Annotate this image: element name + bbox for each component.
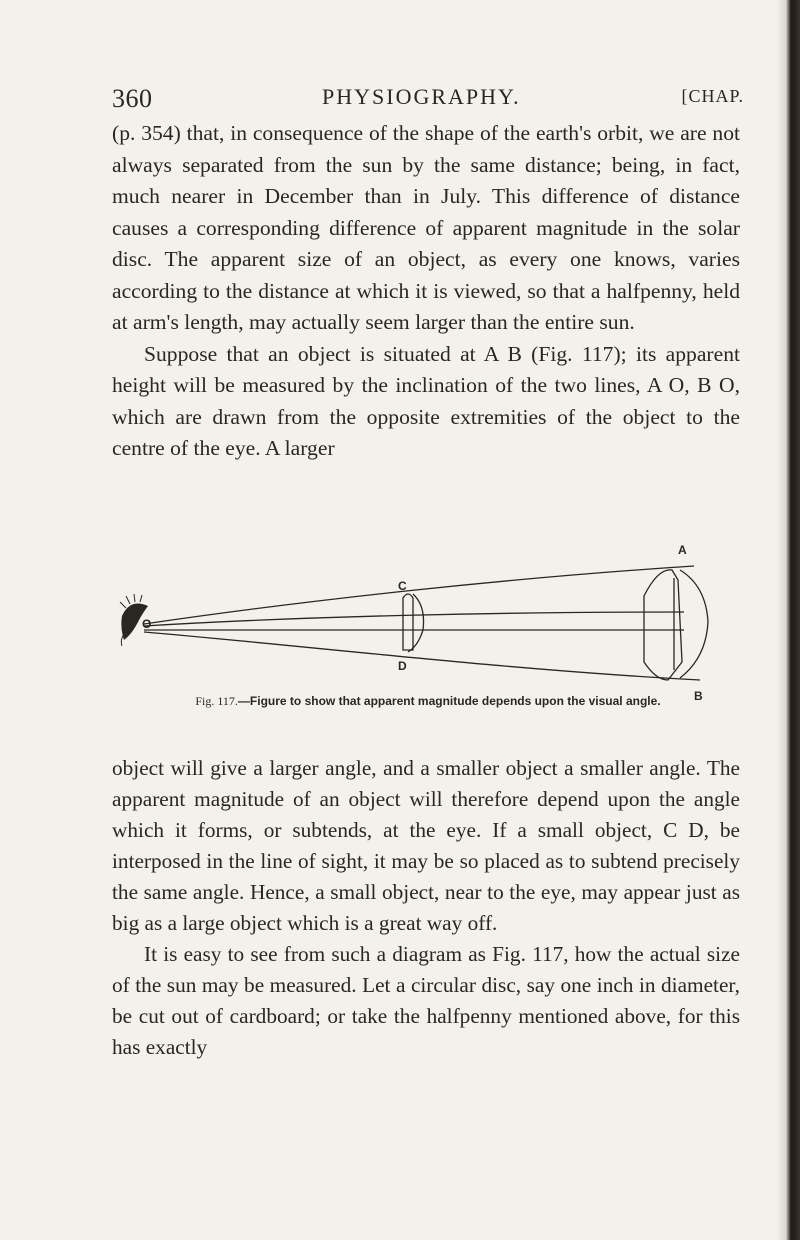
label-c: C	[398, 579, 407, 593]
book-edge	[786, 0, 800, 1240]
figure-117	[108, 522, 748, 722]
caption-number: Fig. 117.	[195, 694, 238, 708]
caption-text: —Figure to show that apparent magnitude depends upon the visual angle.	[237, 694, 661, 708]
page-number: 360	[112, 84, 153, 113]
chapter-marker: [CHAP.	[681, 86, 744, 106]
label-o: O	[142, 617, 152, 631]
label-b: B	[694, 689, 703, 703]
figure-caption	[108, 694, 748, 709]
line-b-o	[144, 632, 700, 680]
running-title: PHYSIOGRAPHY.	[322, 84, 521, 109]
object-a-b	[644, 570, 682, 680]
text-block-bottom	[112, 753, 740, 1063]
paragraph: It is easy to see from such a diagram as Fig. 117, how the actual size of the sun may be measured. Let a circular disc, say one inch in diameter, be cut out of cardboard; or take the halfpenny mentioned above, for this has exactly	[112, 942, 740, 1059]
label-d: D	[398, 659, 407, 673]
running-head	[112, 84, 744, 114]
object-c-d	[403, 594, 413, 650]
paragraph: Suppose that an object is situated at A B (Fig. 117); its apparent height will be measured by the inclination of the two lines, A O, B O, which are drawn from the opposite extremities of the object to the centre of the eye. A larger	[112, 341, 740, 460]
page-gutter-shadow	[776, 0, 786, 1240]
text-block-top	[112, 118, 740, 465]
paragraph: object will give a larger angle, and a smaller object a smaller angle. The apparent magnitude of an object will therefore depend upon the angle which it forms, or subtends, at the eye. If a small object, C D, be interposed in the line of sight, it may be so placed as to subtend precisely the same angle. Hence, a small object, near to the eye, may appear just as big as a large object which is a great way off.	[112, 756, 740, 935]
line-upper	[144, 612, 684, 626]
paragraph: (p. 354) that, in consequence of the shape of the earth's orbit, we are not always separated from the sun by the same distance; being, in fact, much nearer in December than in July. This difference of distance causes a corresponding difference of apparent magnitude in the solar disc. The apparent size of an object, as every one knows, varies according to the distance at which it is viewed, so that a halfpenny, held at arm's length, may actually seem larger than the entire sun.	[112, 121, 740, 334]
label-a: A	[678, 543, 687, 557]
